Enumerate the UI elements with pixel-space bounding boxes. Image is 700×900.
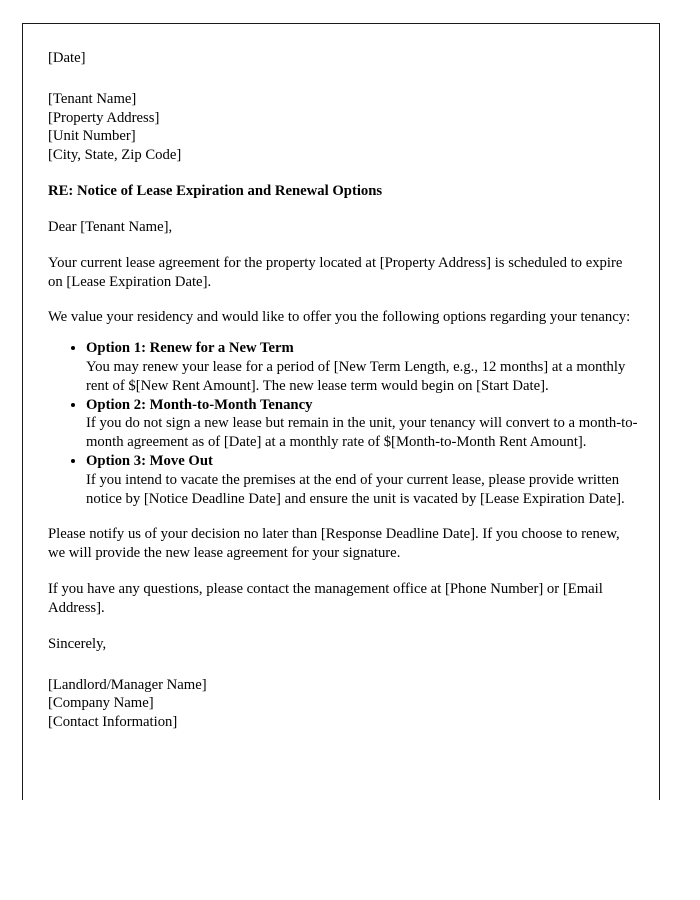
closing-salutation: Sincerely, xyxy=(48,635,107,652)
spacer xyxy=(48,165,638,182)
option-title: • Option 3: Move Out xyxy=(86,453,213,469)
option-description: You may renew your lease for a period of [New Term Length, e.g., 12 months] at a monthly rent of $[New Rent Amount]. The new lease term would begin on [Start Date]. xyxy=(86,358,626,394)
spacer xyxy=(48,654,638,676)
spacer xyxy=(48,618,638,635)
salutation: Dear [Tenant Name], xyxy=(48,218,173,235)
option-title: • Option 2: Month-to-Month Tenancy xyxy=(86,396,313,413)
spacer xyxy=(48,201,638,218)
spacer xyxy=(48,327,638,339)
recipient-address-block xyxy=(48,90,638,165)
paragraph-response-deadline: Please notify us of your decision no later than [Response Deadline Date]. If you choose to renew, we will provide the new lease agreement for your signature. xyxy=(48,526,620,562)
list-item xyxy=(86,339,638,395)
recipient-tenant-name: [Tenant Name] xyxy=(48,90,137,107)
paragraph-options-intro: We value your residency and would like to offer you the following options regarding your tenancy: xyxy=(48,309,631,326)
option-title: • Option 1: Renew for a New Term xyxy=(86,340,294,357)
recipient-unit-number: [Unit Number] xyxy=(48,128,136,145)
paragraph-contact: If you have any questions, please contact the management office at [Phone Number] or [Email Address]. xyxy=(48,581,603,616)
paragraph-lease-expiration: Your current lease agreement for the property located at [Property Address] is scheduled to expire on [Lease Expiration Date]. xyxy=(48,254,623,290)
document-page-frame xyxy=(22,23,660,800)
spacer xyxy=(48,508,638,525)
subject-line: RE: Notice of Lease Expiration and Renewal Options xyxy=(48,183,383,200)
spacer xyxy=(48,291,638,308)
signature-block xyxy=(48,676,638,732)
spacer xyxy=(48,68,638,90)
recipient-city-state-zip: [City, State, Zip Code] xyxy=(48,147,182,164)
renewal-options-list xyxy=(48,339,638,508)
list-item xyxy=(86,452,638,508)
date-line: [Date] xyxy=(48,50,86,66)
letter-body xyxy=(48,49,638,732)
signature-contact-information: [Contact Information] xyxy=(48,714,178,731)
list-item xyxy=(86,396,638,452)
recipient-property-address: [Property Address] xyxy=(48,109,160,126)
spacer xyxy=(48,237,638,254)
option-description: If you do not sign a new lease but remain in the unit, your tenancy will convert to a month-to-month agreement as of [Date] at a monthly rate of $[Month-to-Month Rent Amount]. xyxy=(86,415,638,451)
signature-company-name: [Company Name] xyxy=(48,695,154,712)
spacer xyxy=(48,563,638,580)
signature-landlord-name: [Landlord/Manager Name] xyxy=(48,676,207,693)
option-description: If you intend to vacate the premises at the end of your current lease, please provide written notice by [Notice Deadline Date] and ensure the unit is vacated by [Lease Expiration Date]. xyxy=(86,471,625,507)
